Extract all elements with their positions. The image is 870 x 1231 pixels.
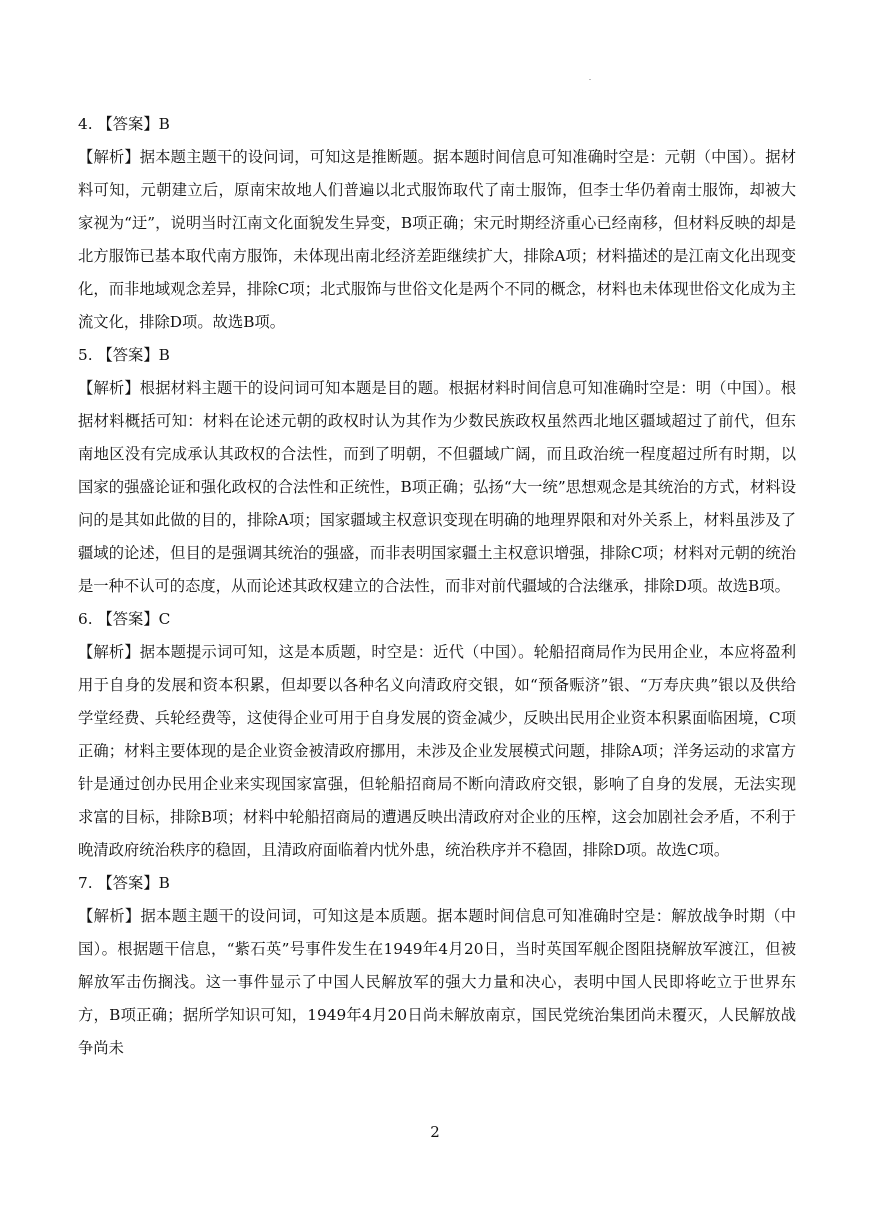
question-7-block	[78, 867, 796, 1065]
question-6-block	[78, 603, 796, 867]
question-5-answer: 5. 【答案】B	[78, 346, 170, 364]
question-5-explanation: 【解析】根据材料主题干的设问词可知本题是目的题。根据材料时间信息可知准确时空是：明（中国）。根据材料概括可知：材料在论述元朝的政权时认为其作为少数民族政权虽然西北地区疆域超过了前代，但东南地区没有完成承认其政权的合法性，而到了明朝，不但疆域广阔，而且政治统一程度超过所有时期，以国家的强盛论证和强化政权的合法性和正统性，B项正确；弘扬“大一统”思想观念是其统治的方式，材料设问的是其如此做的目的，排除A项；国家疆域主权意识变现在明确的地理界限和对外关系上，材料虽涉及了疆域的论述，但目的是强调其统治的强盛，而非表明国家疆土主权意识增强，排除C项；材料对元朝的统治是一种不认可的态度，从而论述其政权建立的合法性，而非对前代疆域的合法继承，排除D项。故选B项。	[78, 379, 796, 595]
question-6-explanation: 【解析】据本题提示词可知，这是本质题，时空是：近代（中国）。轮船招商局作为民用企业，本应将盈利用于自身的发展和资本积累，但却要以各种名义向清政府交银，如“预备赈济”银、“万寿庆典”银以及供给学堂经费、兵轮经费等，这使得企业可用于自身发展的资金减少，反映出民用企业资本积累面临困境，C项正确；材料主要体现的是企业资金被清政府挪用，未涉及企业发展模式问题，排除A项；洋务运动的求富方针是通过创办民用企业来实现国家富强，但轮船招商局不断向清政府交银，影响了自身的发展，无法实现求富的目标，排除B项；材料中轮船招商局的遭遇反映出清政府对企业的压榨，这会加剧社会矛盾，不利于晚清政府统治秩序的稳固，且清政府面临着内忧外患，统治秩序并不稳固，排除D项。故选C项。	[78, 643, 796, 859]
question-4-explanation: 【解析】据本题主题干的设问词，可知这是推断题。据本题时间信息可知准确时空是：元朝（中国）。据材料可知，元朝建立后，原南宋故地人们普遍以北式服饰取代了南士服饰，但李士华仍着南士服饰，却被大家视为“迂”，说明当时江南文化面貌发生异变，B项正确；宋元时期经济重心已经南移，但材料反映的却是北方服饰已基本取代南方服饰，未体现出南北经济差距继续扩大，排除A项；材料描述的是江南文化出现变化，而非地域观念差异，排除C项；北式服饰与世俗文化是两个不同的概念，材料也未体现世俗文化成为主流文化，排除D项。故选B项。	[78, 148, 796, 331]
question-4-answer: 4. 【答案】B	[78, 115, 170, 133]
page-number: 2	[430, 1123, 440, 1141]
scan-speck	[589, 79, 591, 80]
question-7-explanation: 【解析】据本题主题干的设问词，可知这是本质题。据本题时间信息可知准确时空是：解放战争时期（中国）。根据题干信息，“紫石英”号事件发生在1949年4月20日，当时英国军舰企图阻挠解放军渡江，但被解放军击伤搁浅。这一事件显示了中国人民解放军的强大力量和决心，表明中国人民即将屹立于世界东方，B项正确；据所学知识可知，1949年4月20日尚未解放南京，国民党统治集团尚未覆灭，人民解放战争尚未	[78, 907, 796, 1057]
question-7-answer: 7. 【答案】B	[78, 874, 170, 892]
question-6-answer: 6. 【答案】C	[78, 610, 171, 628]
question-5-block	[78, 339, 796, 603]
answer-explanations	[78, 108, 796, 1065]
question-4-block	[78, 108, 796, 339]
